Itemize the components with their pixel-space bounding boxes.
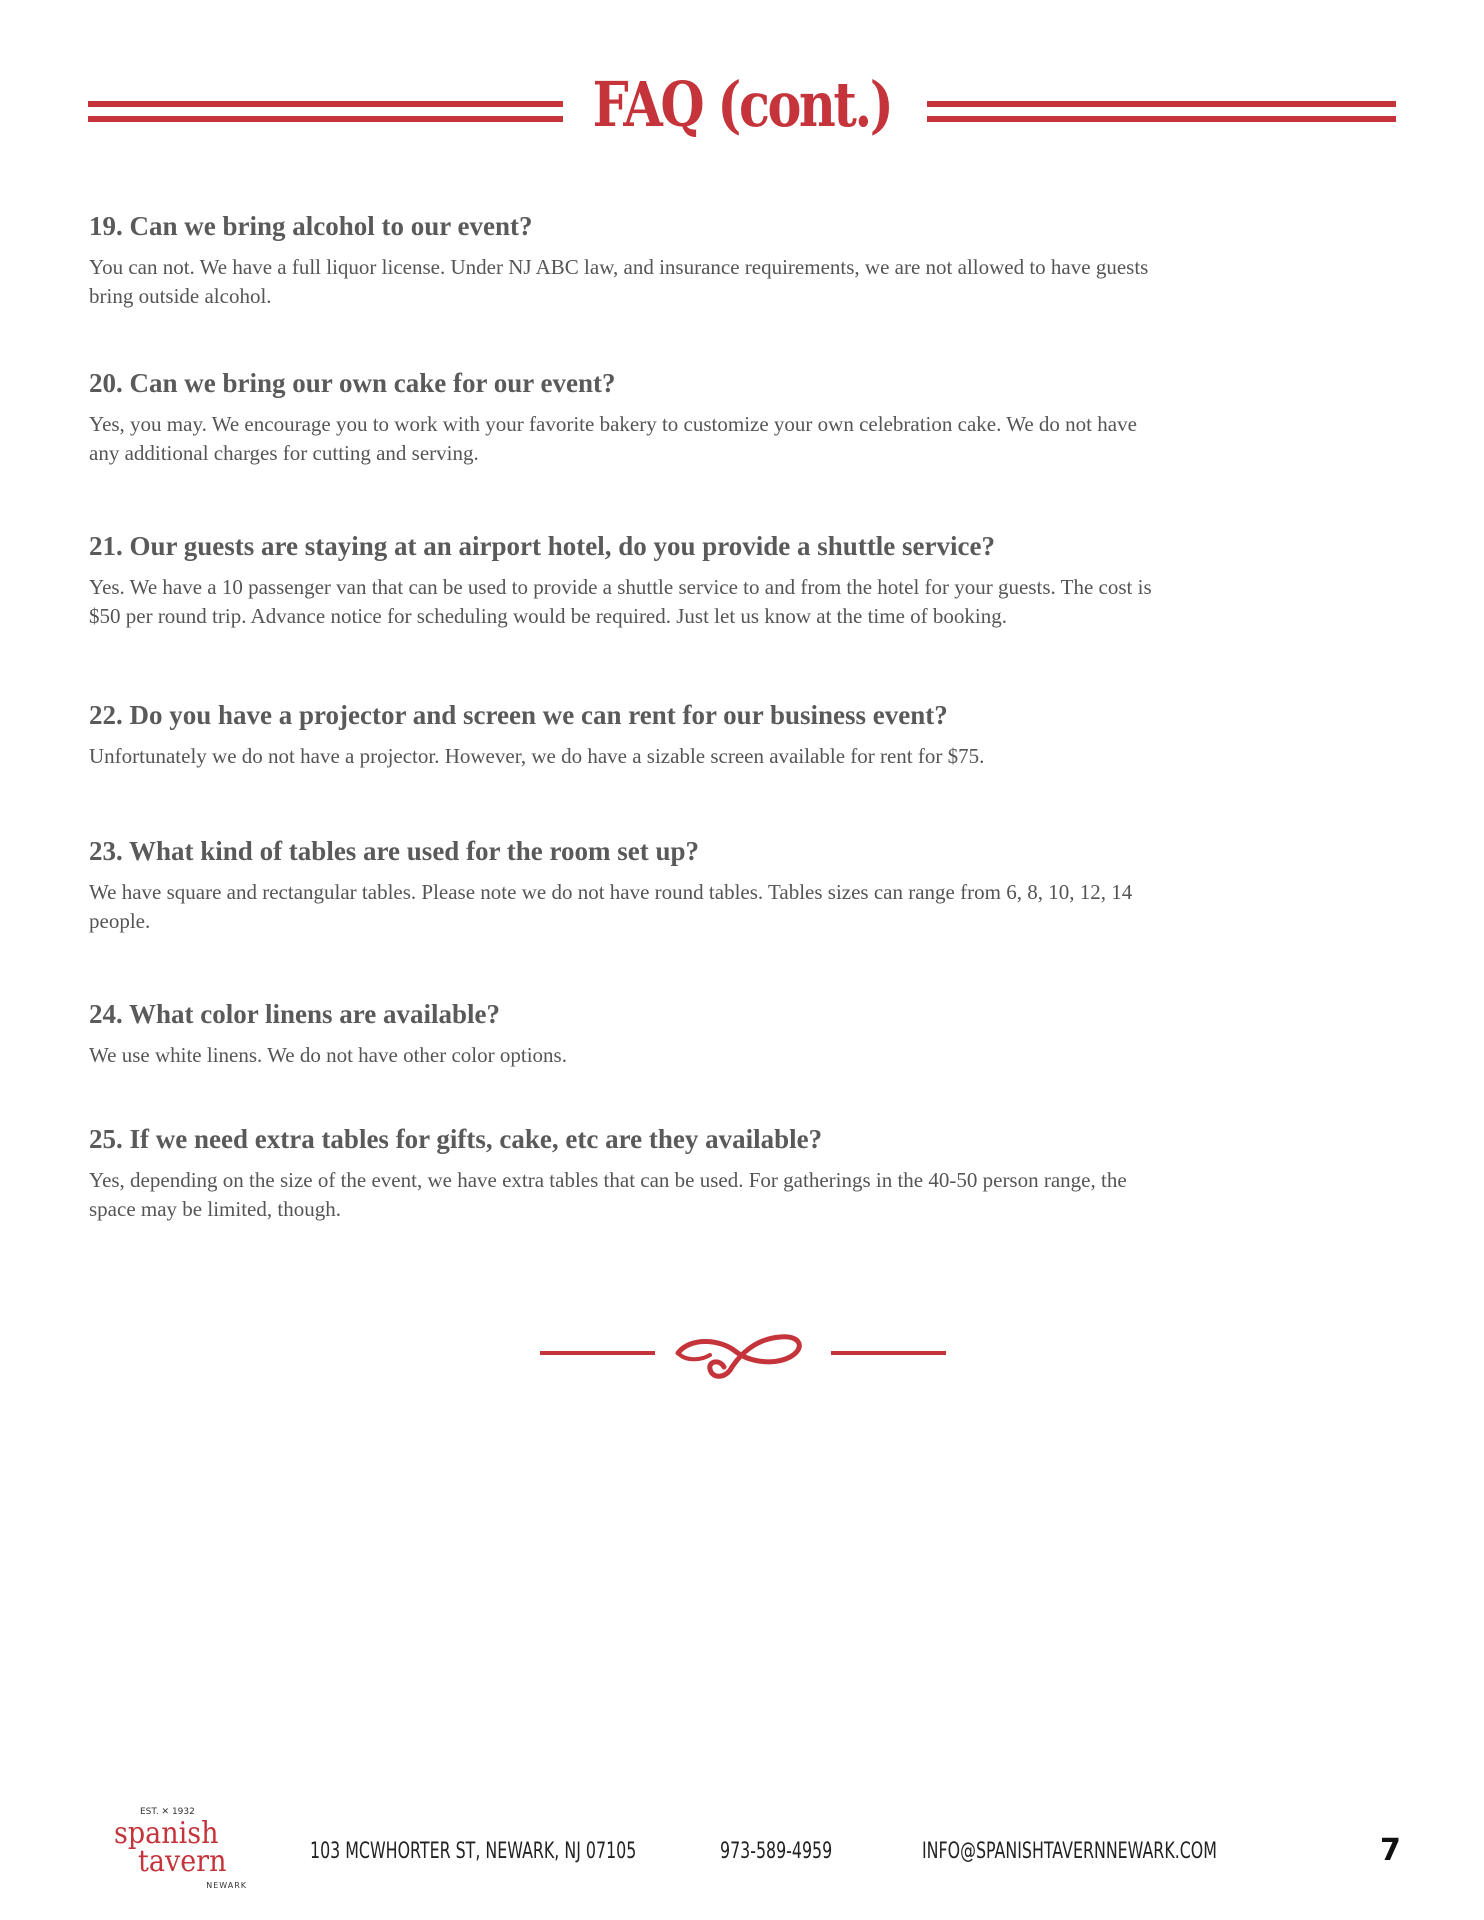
page-number: 7 <box>1380 1833 1401 1868</box>
logo-city: NEWARK <box>206 1881 247 1890</box>
faq-answer <box>89 410 1409 468</box>
spanish-tavern-logo <box>112 1807 247 1891</box>
answer-line: Yes, you may. We encourage you to work with your favorite bakery to customize your own celebration cake. We do not have <box>89 412 1137 436</box>
footer-phone[interactable]: 973-589-4959 <box>720 1839 833 1864</box>
faq-answer <box>89 1166 1409 1224</box>
answer-line: Yes. We have a 10 passenger van that can be used to provide a shuttle service to and from the hotel for your guests. The cost is <box>89 575 1152 599</box>
answer-line: We use white linens. We do not have other color options. <box>89 1043 567 1067</box>
answer-line: Yes, depending on the size of the event, we have extra tables that can be used. For gatherings in the 40-50 person range, the <box>89 1168 1127 1192</box>
faq-answer <box>89 742 1409 771</box>
faq-answer <box>89 1041 1409 1070</box>
faq-question: 22. Do you have a projector and screen we can rent for our business event? <box>89 700 948 730</box>
answer-line: $50 per round trip. Advance notice for scheduling would be required. Just let us know at the time of booking. <box>89 604 1007 628</box>
footer-address: 103 MCWHORTER ST, NEWARK, NJ 07105 <box>310 1839 637 1864</box>
faq-item <box>89 698 1409 771</box>
answer-line: any additional charges for cutting and serving. <box>89 441 479 465</box>
answer-line: people. <box>89 909 151 933</box>
faq-item <box>89 366 1409 468</box>
faq-question: 19. Can we bring alcohol to our event? <box>89 211 533 241</box>
answer-line: We have square and rectangular tables. Please note we do not have round tables. Tables sizes can range from 6, 8, 10, 12, 14 <box>89 880 1133 904</box>
faq-item <box>89 209 1409 311</box>
faq-question: 20. Can we bring our own cake for our event? <box>89 368 616 398</box>
answer-line: space may be limited, though. <box>89 1197 341 1221</box>
flourish-divider-icon <box>540 1325 950 1385</box>
faq-question: 21. Our guests are staying at an airport hotel, do you provide a shuttle service? <box>89 531 995 561</box>
page-title: FAQ (cont.) <box>592 68 892 141</box>
logo-word-tavern: tavern <box>138 1844 227 1879</box>
faq-answer <box>89 573 1409 631</box>
faq-item <box>89 529 1409 631</box>
answer-line: bring outside alcohol. <box>89 284 272 308</box>
answer-line: You can not. We have a full liquor license. Under NJ ABC law, and insurance requirements, we are not allowed to have guests <box>89 255 1149 279</box>
logo-word-spanish: spanish <box>114 1816 219 1851</box>
footer-email[interactable]: INFO@SPANISHTAVERNNEWARK.COM <box>922 1839 1217 1864</box>
faq-answer <box>89 253 1409 311</box>
footer <box>0 1805 1484 1895</box>
faq-question: 24. What color linens are available? <box>89 999 501 1029</box>
faq-item <box>89 997 1409 1070</box>
faq-answer <box>89 878 1409 936</box>
logo-est: EST. ✕ 1932 <box>140 1807 195 1817</box>
answer-line: Unfortunately we do not have a projector. However, we do have a sizable screen available for rent for $75. <box>89 744 985 768</box>
faq-question: 23. What kind of tables are used for the room set up? <box>89 836 700 866</box>
faq-item <box>89 1122 1409 1224</box>
faq-question: 25. If we need extra tables for gifts, cake, etc are they available? <box>89 1124 823 1154</box>
faq-item <box>89 834 1409 936</box>
